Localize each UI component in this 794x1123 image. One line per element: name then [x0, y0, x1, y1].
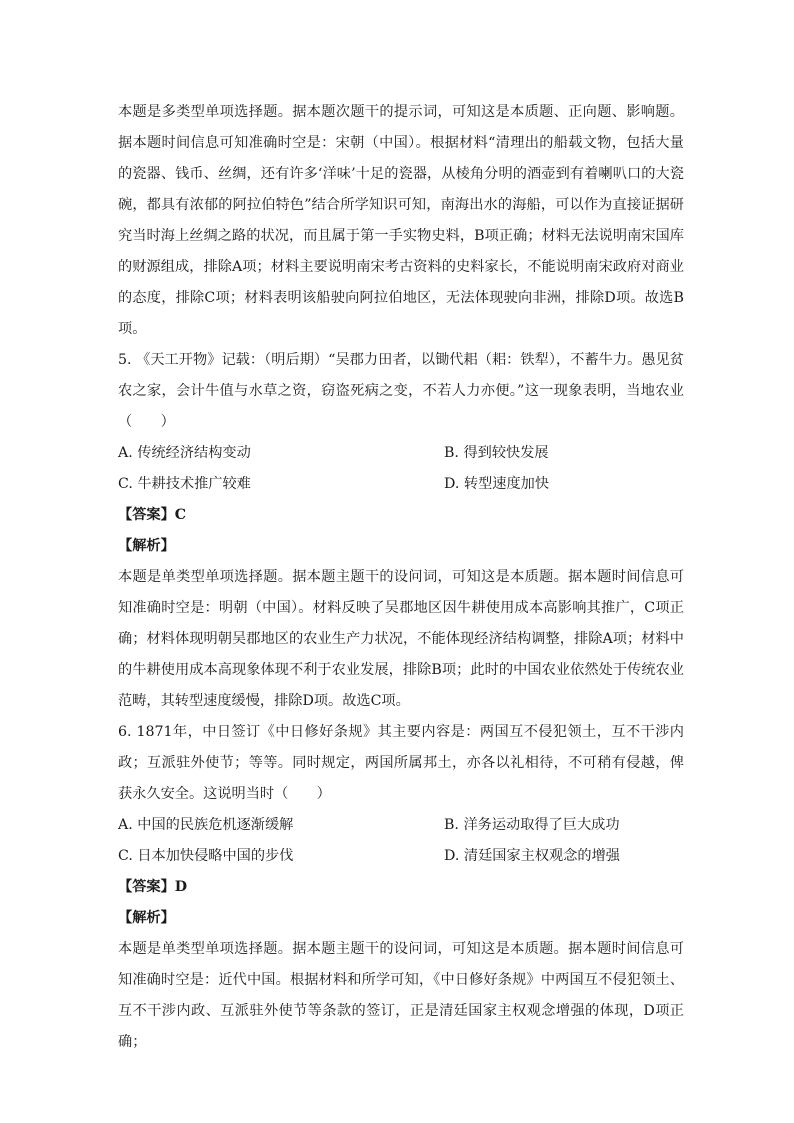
question-6-analysis: 本题是单类型单项选择题。据本题主题干的设问词，可知这是本质题。据本题时间信息可知准确时空是：近代中国。根据材料和所学可知，《中日修好条规》中两国互不侵犯领土、互不干涉内政、互派驻外使节等条款的签订，正是清廷国家主权观念增强的体现，D项正确；: [118, 941, 684, 1050]
document-content: [118, 97, 684, 1058]
question-5-option-d: D. 转型速度加快: [444, 476, 550, 492]
question-5-options-row-2: [118, 469, 684, 500]
question-6-answer: 【答案】D: [118, 879, 188, 895]
question-5: [118, 345, 684, 717]
question-5-option-b: B. 得到较快发展: [444, 445, 549, 461]
question-6-stem: 6. 1871年，中日签订《中日修好条规》其主要内容是：两国互不侵犯领土，互不干涉内政；互派驻外使节；等等。同时规定，两国所属邦土，亦各以礼相待，不可稍有侵越，俾获永久安全。这说明当时（ ）: [118, 724, 684, 802]
question-6: [118, 717, 684, 1058]
question-6-options-row-1: [118, 810, 684, 841]
question-5-options-row-1: [118, 438, 684, 469]
question-5-analysis: 本题是单类型单项选择题。据本题主题干的设问词，可知这是本质题。据本题时间信息可知准确时空是：明朝（中国）。材料反映了吴郡地区因牛耕使用成本高影响其推广，C项正确；材料体现明朝吴郡地区的农业生产力状况，不能体现经济结构调整，排除A项；材料中的牛耕使用成本高现象体现不利于农业发展，排除B项；此时的中国农业依然处于传统农业范畴，其转型速度缓慢，排除D项。故选C项。: [118, 569, 684, 709]
question-6-option-b: B. 洋务运动取得了巨大成功: [444, 817, 620, 833]
intro-analysis-text: 本题是多类型单项选择题。据本题次题干的提示词，可知这是本质题、正向题、影响题。据本题时间信息可知准确时空是：宋朝（中国）。根据材料“清理出的船载文物，包括大量的瓷器、钱币、丝绸，还有许多‘洋味’十足的瓷器，从棱角分明的酒壶到有着喇叭口的大瓷碗，都具有浓郁的阿拉伯特色”结合所学知识可知，南海出水的海船，可以作为直接证据研究当时海上丝绸之路的状况，而且属于第一手实物史料，B项正确；材料无法说明南宋国库的财源组成，排除A项；材料主要说明南宋考古资料的史料家长，不能说明南宋政府对商业的态度，排除C项；材料表明该船驶向阿拉伯地区，无法体现驶向非洲，排除D项。故选B项。: [118, 104, 684, 337]
question-6-option-c: C. 日本加快侵略中国的步伐: [118, 848, 294, 864]
question-5-analysis-label: 【解析】: [118, 538, 175, 554]
question-6-option-d: D. 清廷国家主权观念的增强: [444, 848, 620, 864]
question-6-option-a: A. 中国的民族危机逐渐缓解: [118, 817, 294, 833]
question-5-answer: 【答案】C: [118, 507, 187, 523]
question-5-stem: 5. 《天工开物》记载：（明后期）“吴郡力田者，以锄代耜（耜：铁犁），不蓄牛力。愚见贫农之家，会计牛值与水草之资，窃盗死病之变，不若人力亦便。”这一现象表明，当地农业（ ）: [118, 352, 684, 430]
question-6-analysis-label: 【解析】: [118, 910, 175, 926]
question-5-option-a: A. 传统经济结构变动: [118, 445, 251, 461]
question-6-options-row-2: [118, 841, 684, 872]
question-5-option-c: C. 牛耕技术推广较难: [118, 476, 251, 492]
